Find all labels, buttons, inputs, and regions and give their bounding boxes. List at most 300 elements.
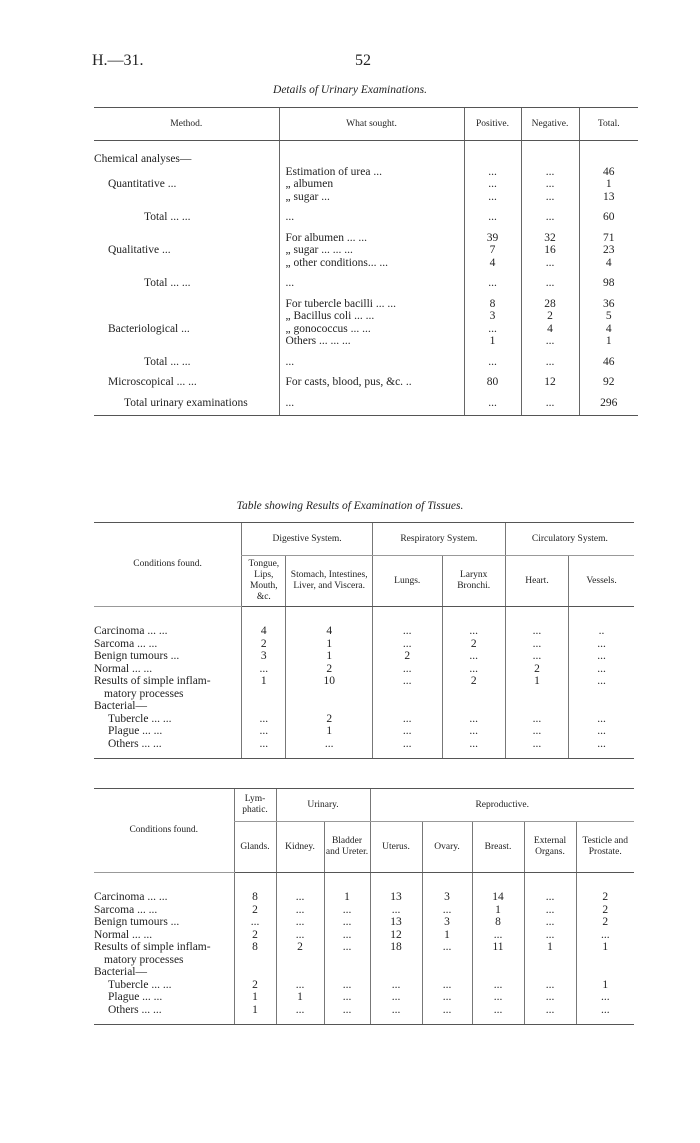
value-cell: ... (276, 929, 324, 942)
t2-group-circulatory: Circulatory System. (505, 523, 634, 556)
value-cell: 8 (234, 941, 276, 954)
cell-neg: 32 (521, 224, 579, 245)
cell-sought: „ albumen (279, 178, 464, 191)
cell-sought: ... (279, 389, 464, 416)
cell-method: Total ... ... (144, 355, 191, 368)
cell-neg: ... (521, 166, 579, 179)
table-row (94, 191, 638, 204)
t3-group-lymphatic: Lym-phatic. (234, 789, 276, 822)
cell-neg: 28 (521, 290, 579, 311)
value-cell (524, 954, 576, 967)
t3-subcol: Testicle and Prostate. (576, 822, 634, 873)
value-cell: ... (505, 725, 568, 738)
row-label: Results of simple inflam- (94, 941, 211, 953)
value-cell: ... (372, 663, 442, 676)
value-cell: ... (370, 1004, 422, 1025)
value-cell: 13 (370, 916, 422, 929)
cell-sought (279, 141, 464, 166)
cell-tot: 4 (579, 323, 638, 336)
value-cell: ... (324, 929, 370, 942)
value-cell: ... (524, 904, 576, 917)
value-cell: 1 (324, 873, 370, 904)
cell-tot: 46 (579, 348, 638, 369)
table-row (94, 904, 634, 917)
row-label: Others ... ... (94, 738, 242, 759)
cell-method (94, 335, 279, 348)
row-label: Plague ... ... (108, 725, 163, 737)
value-cell: ... (505, 607, 568, 638)
table-row (94, 178, 638, 191)
cell-neg: ... (521, 335, 579, 348)
row-label: Normal ... ... (94, 662, 153, 675)
value-cell: ... (324, 979, 370, 992)
table-row (94, 713, 634, 726)
value-cell (324, 954, 370, 967)
value-cell (372, 700, 442, 713)
cell-sought: „ Bacillus coli ... ... (279, 310, 464, 323)
value-cell: ... (286, 738, 372, 759)
value-cell (234, 966, 276, 979)
t3-subcol: Breast. (472, 822, 524, 873)
value-cell: ... (472, 979, 524, 992)
cell-pos: 1 (464, 335, 521, 348)
cell-tot: 71 (579, 224, 638, 245)
table-row (94, 738, 634, 759)
cell-tot: 1 (579, 335, 638, 348)
row-label: Plague ... ... (108, 991, 163, 1003)
value-cell: ... (372, 675, 442, 688)
value-cell (472, 954, 524, 967)
value-cell: ... (524, 1004, 576, 1025)
value-cell: ... (370, 904, 422, 917)
t3-conditions-header: Conditions found. (94, 789, 234, 873)
value-cell: .. (569, 607, 634, 638)
value-cell: ... (242, 725, 286, 738)
value-cell: 2 (242, 638, 286, 651)
value-cell: ... (422, 991, 472, 1004)
table-row (94, 290, 638, 311)
value-cell: 2 (576, 916, 634, 929)
cell-tot: 23 (579, 244, 638, 257)
table-row (94, 941, 634, 954)
cell-neg (521, 141, 579, 166)
value-cell: ... (524, 929, 576, 942)
cell-method (94, 224, 279, 245)
tissues-table-1 (94, 522, 634, 759)
row-label: Tubercle ... ... (108, 712, 172, 725)
value-cell: ... (372, 738, 442, 759)
value-cell (505, 700, 568, 713)
t3-group-reproductive: Reproductive. (370, 789, 634, 822)
t3-subcol: Glands. (234, 822, 276, 873)
table-row (94, 991, 634, 1004)
table-row (94, 966, 634, 979)
col-total: Total. (579, 108, 638, 141)
t3-subcol: Kidney. (276, 822, 324, 873)
value-cell: ... (372, 725, 442, 738)
value-cell: ... (370, 979, 422, 992)
cell-method (94, 166, 279, 179)
cell-neg: 16 (521, 244, 579, 257)
t3-subcol: Ovary. (422, 822, 472, 873)
value-cell: ... (276, 873, 324, 904)
cell-tot: 98 (579, 269, 638, 290)
table-row (94, 607, 634, 638)
value-cell: 1 (286, 638, 372, 651)
value-cell: ... (524, 873, 576, 904)
cell-pos: 3 (464, 310, 521, 323)
value-cell: ... (324, 904, 370, 917)
value-cell: ... (442, 713, 505, 726)
value-cell: ... (276, 916, 324, 929)
cell-neg: 4 (521, 323, 579, 336)
cell-pos: 80 (464, 368, 521, 389)
value-cell: 11 (472, 941, 524, 954)
table-row (94, 638, 634, 651)
cell-tot: 296 (579, 389, 638, 416)
value-cell: 2 (372, 650, 442, 663)
cell-pos: ... (464, 323, 521, 336)
value-cell: ... (372, 607, 442, 638)
table-row (94, 310, 638, 323)
value-cell: 2 (576, 904, 634, 917)
cell-sought: ... (279, 348, 464, 369)
cell-pos: 39 (464, 224, 521, 245)
table-row (94, 141, 638, 166)
table-row (94, 663, 634, 676)
value-cell: 2 (442, 675, 505, 688)
value-cell: 1 (234, 991, 276, 1004)
row-label: Sarcoma ... ... (94, 903, 158, 916)
t2-subcol: Tongue, Lips, Mouth, &c. (242, 556, 286, 607)
cell-pos: ... (464, 166, 521, 179)
table-row (94, 688, 634, 701)
value-cell: 2 (276, 941, 324, 954)
value-cell: 1 (286, 650, 372, 663)
value-cell: 1 (524, 941, 576, 954)
value-cell: ... (422, 1004, 472, 1025)
table-row (94, 244, 638, 257)
value-cell: ... (422, 941, 472, 954)
page-number: 52 (355, 52, 371, 69)
cell-sought: For albumen ... ... (279, 224, 464, 245)
value-cell: ... (569, 713, 634, 726)
t2-subcol: Heart. (505, 556, 568, 607)
value-cell: 13 (370, 873, 422, 904)
value-cell (472, 966, 524, 979)
value-cell: ... (324, 941, 370, 954)
cell-tot: 60 (579, 203, 638, 224)
value-cell: ... (569, 738, 634, 759)
value-cell: 8 (472, 916, 524, 929)
cell-neg: 12 (521, 368, 579, 389)
t3-group-urinary: Urinary. (276, 789, 370, 822)
cell-tot: 36 (579, 290, 638, 311)
tissues-table-caption: Table showing Results of Examination of Tissues. (236, 500, 464, 512)
row-label: Sarcoma ... ... (94, 637, 158, 650)
value-cell (286, 688, 372, 701)
value-cell: ... (472, 991, 524, 1004)
cell-pos: ... (464, 389, 521, 416)
value-cell: 18 (370, 941, 422, 954)
table-row (94, 166, 638, 179)
value-cell: ... (505, 738, 568, 759)
cell-tot: 13 (579, 191, 638, 204)
cell-sought: For casts, blood, pus, &c. .. (279, 368, 464, 389)
row-label: Carcinoma ... ... (94, 891, 168, 903)
cell-pos: ... (464, 203, 521, 224)
row-label: matory processes (104, 953, 184, 966)
row-label: Tubercle ... ... (108, 978, 172, 991)
cell-method: Qualitative ... (108, 244, 171, 256)
value-cell: ... (276, 1004, 324, 1025)
value-cell (569, 700, 634, 713)
value-cell: ... (505, 650, 568, 663)
cell-neg: ... (521, 257, 579, 270)
cell-sought: Others ... ... ... (279, 335, 464, 348)
value-cell: 1 (472, 904, 524, 917)
row-label: Normal ... ... (94, 928, 153, 941)
t2-subcol: Larynx Bronchi. (442, 556, 505, 607)
cell-sought: For tubercle bacilli ... ... (279, 290, 464, 311)
row-label: Benign tumours ... (94, 916, 180, 928)
value-cell: 1 (286, 725, 372, 738)
value-cell: ... (324, 991, 370, 1004)
value-cell: 2 (576, 873, 634, 904)
t3-subcol: External Organs. (524, 822, 576, 873)
t2-group-respiratory: Respiratory System. (372, 523, 505, 556)
value-cell: ... (505, 713, 568, 726)
value-cell (569, 688, 634, 701)
value-cell: ... (576, 991, 634, 1004)
value-cell: ... (442, 663, 505, 676)
value-cell (234, 954, 276, 967)
value-cell: 1 (505, 675, 568, 688)
value-cell: ... (442, 725, 505, 738)
row-label: Bacterial— (94, 700, 148, 712)
value-cell (324, 966, 370, 979)
cell-method (94, 191, 279, 204)
value-cell: 1 (242, 675, 286, 688)
cell-neg: ... (521, 178, 579, 191)
urinary-table-caption: Details of Urinary Examinations. (273, 84, 427, 96)
table-row (94, 269, 638, 290)
value-cell: 2 (234, 929, 276, 942)
cell-tot: 4 (579, 257, 638, 270)
table-row (94, 368, 638, 389)
value-cell: 3 (422, 873, 472, 904)
value-cell (276, 954, 324, 967)
row-label: Bacterial— (94, 966, 148, 978)
value-cell: ... (442, 738, 505, 759)
table-row (94, 675, 634, 688)
t2-subcol: Vessels. (569, 556, 634, 607)
cell-pos: ... (464, 178, 521, 191)
cell-pos: 4 (464, 257, 521, 270)
cell-pos: 7 (464, 244, 521, 257)
value-cell: ... (422, 979, 472, 992)
value-cell: ... (242, 663, 286, 676)
cell-pos (464, 141, 521, 166)
cell-tot: 46 (579, 166, 638, 179)
value-cell (422, 966, 472, 979)
value-cell: 4 (286, 607, 372, 638)
cell-method: Bacteriological ... (108, 322, 190, 335)
cell-method: Total urinary examinations (94, 389, 279, 416)
value-cell: ... (569, 650, 634, 663)
cell-neg: ... (521, 269, 579, 290)
urinary-examinations-table (94, 107, 638, 416)
cell-sought: „ gonococcus ... ... (279, 323, 464, 336)
col-negative: Negative. (521, 108, 579, 141)
cell-method: Total ... ... (144, 211, 191, 223)
value-cell: ... (576, 1004, 634, 1025)
row-label: Benign tumours ... (94, 650, 180, 662)
value-cell: ... (472, 1004, 524, 1025)
table-row (94, 1004, 634, 1025)
t3-subcol: Uterus. (370, 822, 422, 873)
value-cell (576, 954, 634, 967)
cell-method (94, 257, 279, 270)
col-method: Method. (94, 108, 279, 141)
page-reference: H.—31. (92, 52, 144, 69)
value-cell: ... (372, 713, 442, 726)
table-row (94, 224, 638, 245)
tissues-table-2 (94, 788, 634, 1025)
value-cell: 1 (576, 941, 634, 954)
value-cell: 1 (576, 979, 634, 992)
value-cell: ... (276, 979, 324, 992)
value-cell: ... (569, 638, 634, 651)
value-cell: 2 (234, 979, 276, 992)
value-cell: ... (524, 916, 576, 929)
cell-sought: „ other conditions... ... (279, 257, 464, 270)
col-what-sought: What sought. (279, 108, 464, 141)
value-cell: ... (472, 929, 524, 942)
cell-sought: „ sugar ... ... ... (279, 244, 464, 257)
cell-method: Total ... ... (144, 277, 191, 289)
cell-tot: 92 (579, 368, 638, 389)
value-cell: 3 (422, 916, 472, 929)
value-cell: ... (372, 638, 442, 651)
value-cell (242, 688, 286, 701)
value-cell (442, 700, 505, 713)
cell-neg: 2 (521, 310, 579, 323)
cell-sought: „ sugar ... (279, 191, 464, 204)
value-cell: 8 (234, 873, 276, 904)
value-cell: 2 (442, 638, 505, 651)
value-cell: ... (422, 904, 472, 917)
value-cell: ... (370, 991, 422, 1004)
cell-neg: ... (521, 203, 579, 224)
cell-pos: ... (464, 269, 521, 290)
row-label: matory processes (104, 687, 184, 700)
value-cell: 2 (505, 663, 568, 676)
table-row (94, 916, 634, 929)
table-row (94, 203, 638, 224)
cell-sought: ... (279, 203, 464, 224)
table-row (94, 323, 638, 336)
value-cell: 1 (422, 929, 472, 942)
value-cell (370, 966, 422, 979)
table-row (94, 725, 634, 738)
cell-method: Quantitative ... (108, 178, 177, 190)
value-cell: 2 (286, 713, 372, 726)
cell-tot: 5 (579, 310, 638, 323)
cell-sought: ... (279, 269, 464, 290)
table-row (94, 700, 634, 713)
value-cell: 1 (276, 991, 324, 1004)
t3-subcol: Bladder and Ureter. (324, 822, 370, 873)
value-cell: ... (524, 979, 576, 992)
table-row (94, 873, 634, 904)
cell-pos: ... (464, 191, 521, 204)
table-row (94, 335, 638, 348)
value-cell: 4 (242, 607, 286, 638)
table-row (94, 257, 638, 270)
value-cell: ... (442, 607, 505, 638)
value-cell (422, 954, 472, 967)
value-cell: ... (324, 916, 370, 929)
table-row (94, 929, 634, 942)
t2-subcol: Stomach, Intestines, Liver, and Viscera. (286, 556, 372, 607)
value-cell: ... (276, 904, 324, 917)
value-cell (370, 954, 422, 967)
cell-pos: 8 (464, 290, 521, 311)
value-cell (442, 688, 505, 701)
value-cell (524, 966, 576, 979)
cell-method (94, 290, 279, 311)
cell-neg: ... (521, 348, 579, 369)
value-cell: ... (524, 991, 576, 1004)
cell-neg: ... (521, 191, 579, 204)
value-cell: 3 (242, 650, 286, 663)
value-cell (286, 700, 372, 713)
cell-method: Microscopical ... ... (108, 376, 197, 388)
cell-method (94, 310, 279, 323)
value-cell: ... (234, 916, 276, 929)
row-label: Others ... ... (94, 1004, 234, 1025)
value-cell: 1 (234, 1004, 276, 1025)
table-row (94, 348, 638, 369)
t2-conditions-header: Conditions found. (94, 523, 242, 607)
value-cell: ... (442, 650, 505, 663)
table-row (94, 389, 638, 416)
value-cell: 2 (234, 904, 276, 917)
value-cell: ... (576, 929, 634, 942)
table-row (94, 979, 634, 992)
value-cell: ... (505, 638, 568, 651)
value-cell (242, 700, 286, 713)
cell-method: Chemical analyses— (94, 153, 192, 165)
value-cell (576, 966, 634, 979)
value-cell (372, 688, 442, 701)
value-cell: 2 (286, 663, 372, 676)
col-positive: Positive. (464, 108, 521, 141)
value-cell: ... (242, 738, 286, 759)
value-cell: 14 (472, 873, 524, 904)
value-cell: 10 (286, 675, 372, 688)
value-cell: ... (242, 713, 286, 726)
cell-sought: Estimation of urea ... (279, 166, 464, 179)
row-label: Carcinoma ... ... (94, 625, 168, 637)
cell-pos: ... (464, 348, 521, 369)
value-cell: ... (324, 1004, 370, 1025)
table-row (94, 954, 634, 967)
value-cell (505, 688, 568, 701)
t2-group-digestive: Digestive System. (242, 523, 373, 556)
cell-tot (579, 141, 638, 166)
